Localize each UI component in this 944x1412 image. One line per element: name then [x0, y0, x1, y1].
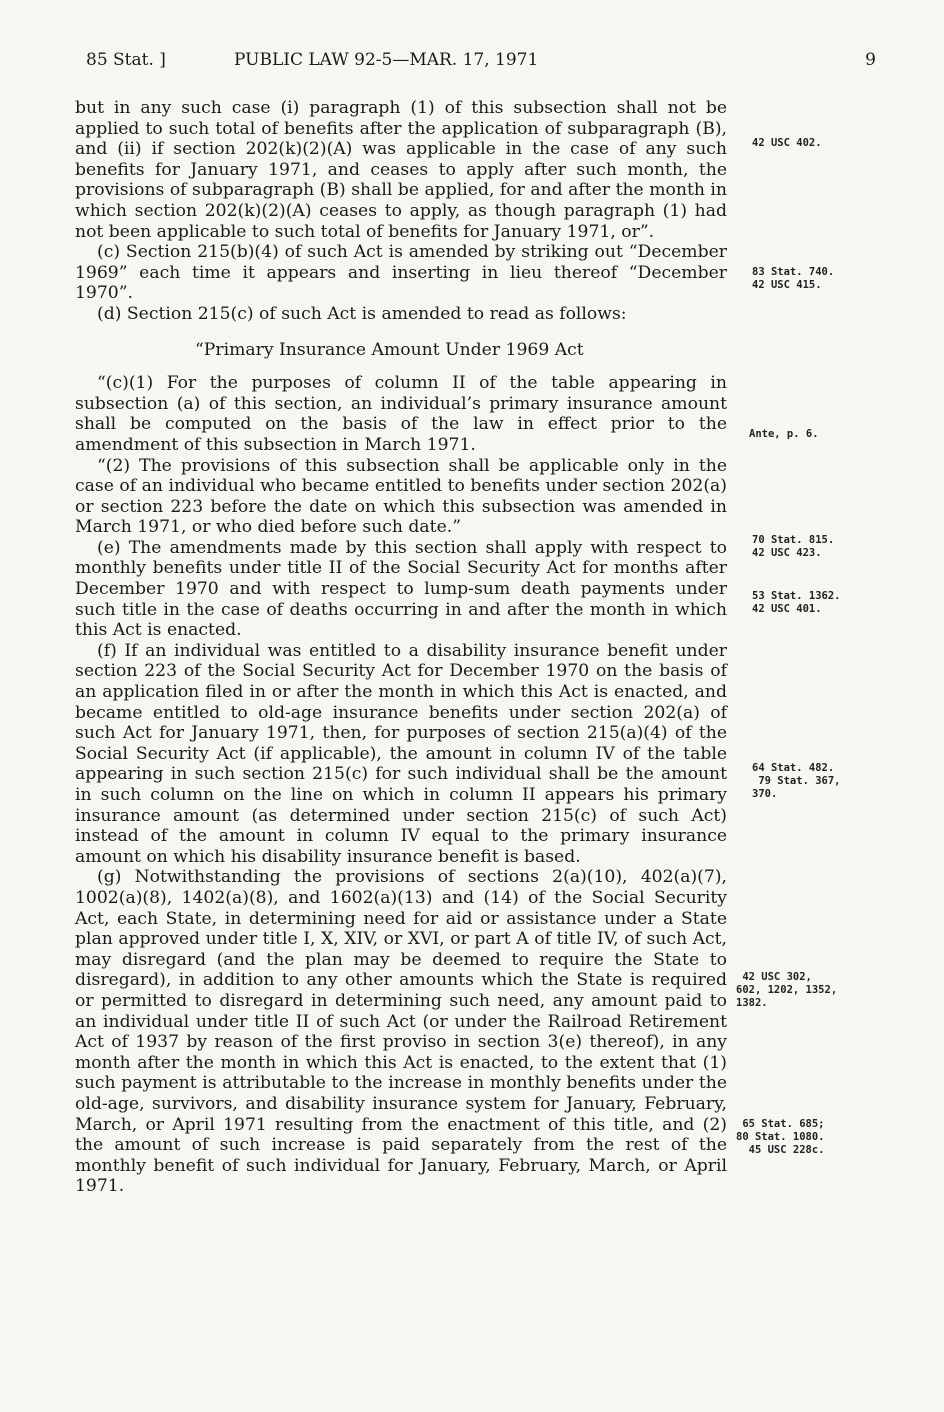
body-text [75, 98, 727, 1197]
margin-note: 42 USC 302, 602, 1202, 1352, 1382. [736, 971, 838, 1009]
margin-note: 70 Stat. 815. 42 USC 423. [752, 534, 835, 559]
margin-note: Ante, p. 6. [749, 428, 819, 440]
paragraph-c2: “(2) The provisions of this subsection shall be applicable only in the case of an individual who became entitled to benefits under section 202(a) or section 223 before the date on which this subsection was amended in March 1971, or who died before such date.” [75, 455, 727, 538]
paragraph-c1: “(c)(1) For the purposes of column II of the table appearing in subsection (a) of this section, an individual’s primary insurance amount shall be computed on the basis of the law in effect prior to the amendment of this subsection in March 1971. [75, 373, 727, 455]
margin-note: 53 Stat. 1362. 42 USC 401. [752, 590, 841, 615]
page-header [86, 50, 876, 74]
margin-note: 64 Stat. 482. 79 Stat. 367, 370. [752, 762, 841, 800]
page-number: 9 [865, 50, 876, 70]
paragraph-e: (e) The amendments made by this section shall apply with respect to monthly benefits under title II of the Social Security Act for months after December 1970 and with respect to lump-sum death payments under such title in the case of deaths occurring in and after the month in which this Act is enacted. [75, 537, 727, 641]
paragraph-continuation: but in any such case (i) paragraph (1) of this subsection shall not be applied to such total of benefits after the application of subparagraph (B), and (ii) if section 202(k)(2)(A) was applicable in the case of any such benefits for January 1971, and ceases to apply after such month, the provisions of subparagraph (B) shall be applied, for and after the month in which section 202(k)(2)(A) ceases to apply, as though paragraph (1) had not been applicable to such total of benefits for January 1971, or”. [75, 98, 727, 242]
margin-note: 42 USC 402. [752, 137, 822, 149]
paragraph-g: (g) Notwithstanding the provisions of sections 2(a)(10), 402(a)(7), 1002(a)(8), 1402(a)(8), and 1602(a)(13) and (14) of the Social Security Act, each State, in determining need for aid or assistance under a State plan approved under title I, X, XIV, or XVI, or part A of title IV, of such Act, may disregard (and the plan may be deemed to require the State to disregard), in addition to any other amounts which the State is required or permitted to disregard in determining such need, any amount paid to an individual under title II of such Act (or under the Railroad Retirement Act of 1937 by reason of the first proviso in section 3(e) thereof), in any month after the month in which this Act is enacted, to the extent that (1) such payment is attributable to the increase in monthly benefits under the old-age, survivors, and disability insurance system for January, February, March, or April 1971 resulting from the enactment of this title, and (2) the amount of such increase is paid separately from the rest of the monthly benefit of such individual for January, February, March, or April 1971. [75, 867, 727, 1197]
running-title: PUBLIC LAW 92-5—MAR. 17, 1971 [234, 50, 539, 70]
margin-note: 65 Stat. 685; 80 Stat. 1080. 45 USC 228c. [736, 1118, 825, 1156]
section-heading: “Primary Insurance Amount Under 1969 Act [195, 339, 584, 360]
margin-note: 83 Stat. 740. 42 USC 415. [752, 266, 835, 291]
paragraph-c: (c) Section 215(b)(4) of such Act is amended by striking out “December 1969” each time it appears and inserting in lieu thereof “December 1970”. [75, 242, 727, 304]
paragraph-d: (d) Section 215(c) of such Act is amended to read as follows: [97, 303, 627, 324]
paragraph-f: (f) If an individual was entitled to a disability insurance benefit under section 223 of the Social Security Act for December 1970 on the basis of an application filed in or after the month in which this Act is enacted, and became entitled to old-age insurance benefits under section 202(a) of such Act for January 1971, then, for purposes of section 215(a)(4) of the Social Security Act (if applicable), the amount in column IV of the table appearing in such section 215(c) for such individual shall be the amount in such column on the line on which in column II appears his primary insurance amount (as determined under section 215(c) of such Act) instead of the amount in column IV equal to the primary insurance amount on which his disability insurance benefit is based. [75, 640, 727, 867]
volume-reference: 85 Stat. ] [86, 50, 166, 70]
